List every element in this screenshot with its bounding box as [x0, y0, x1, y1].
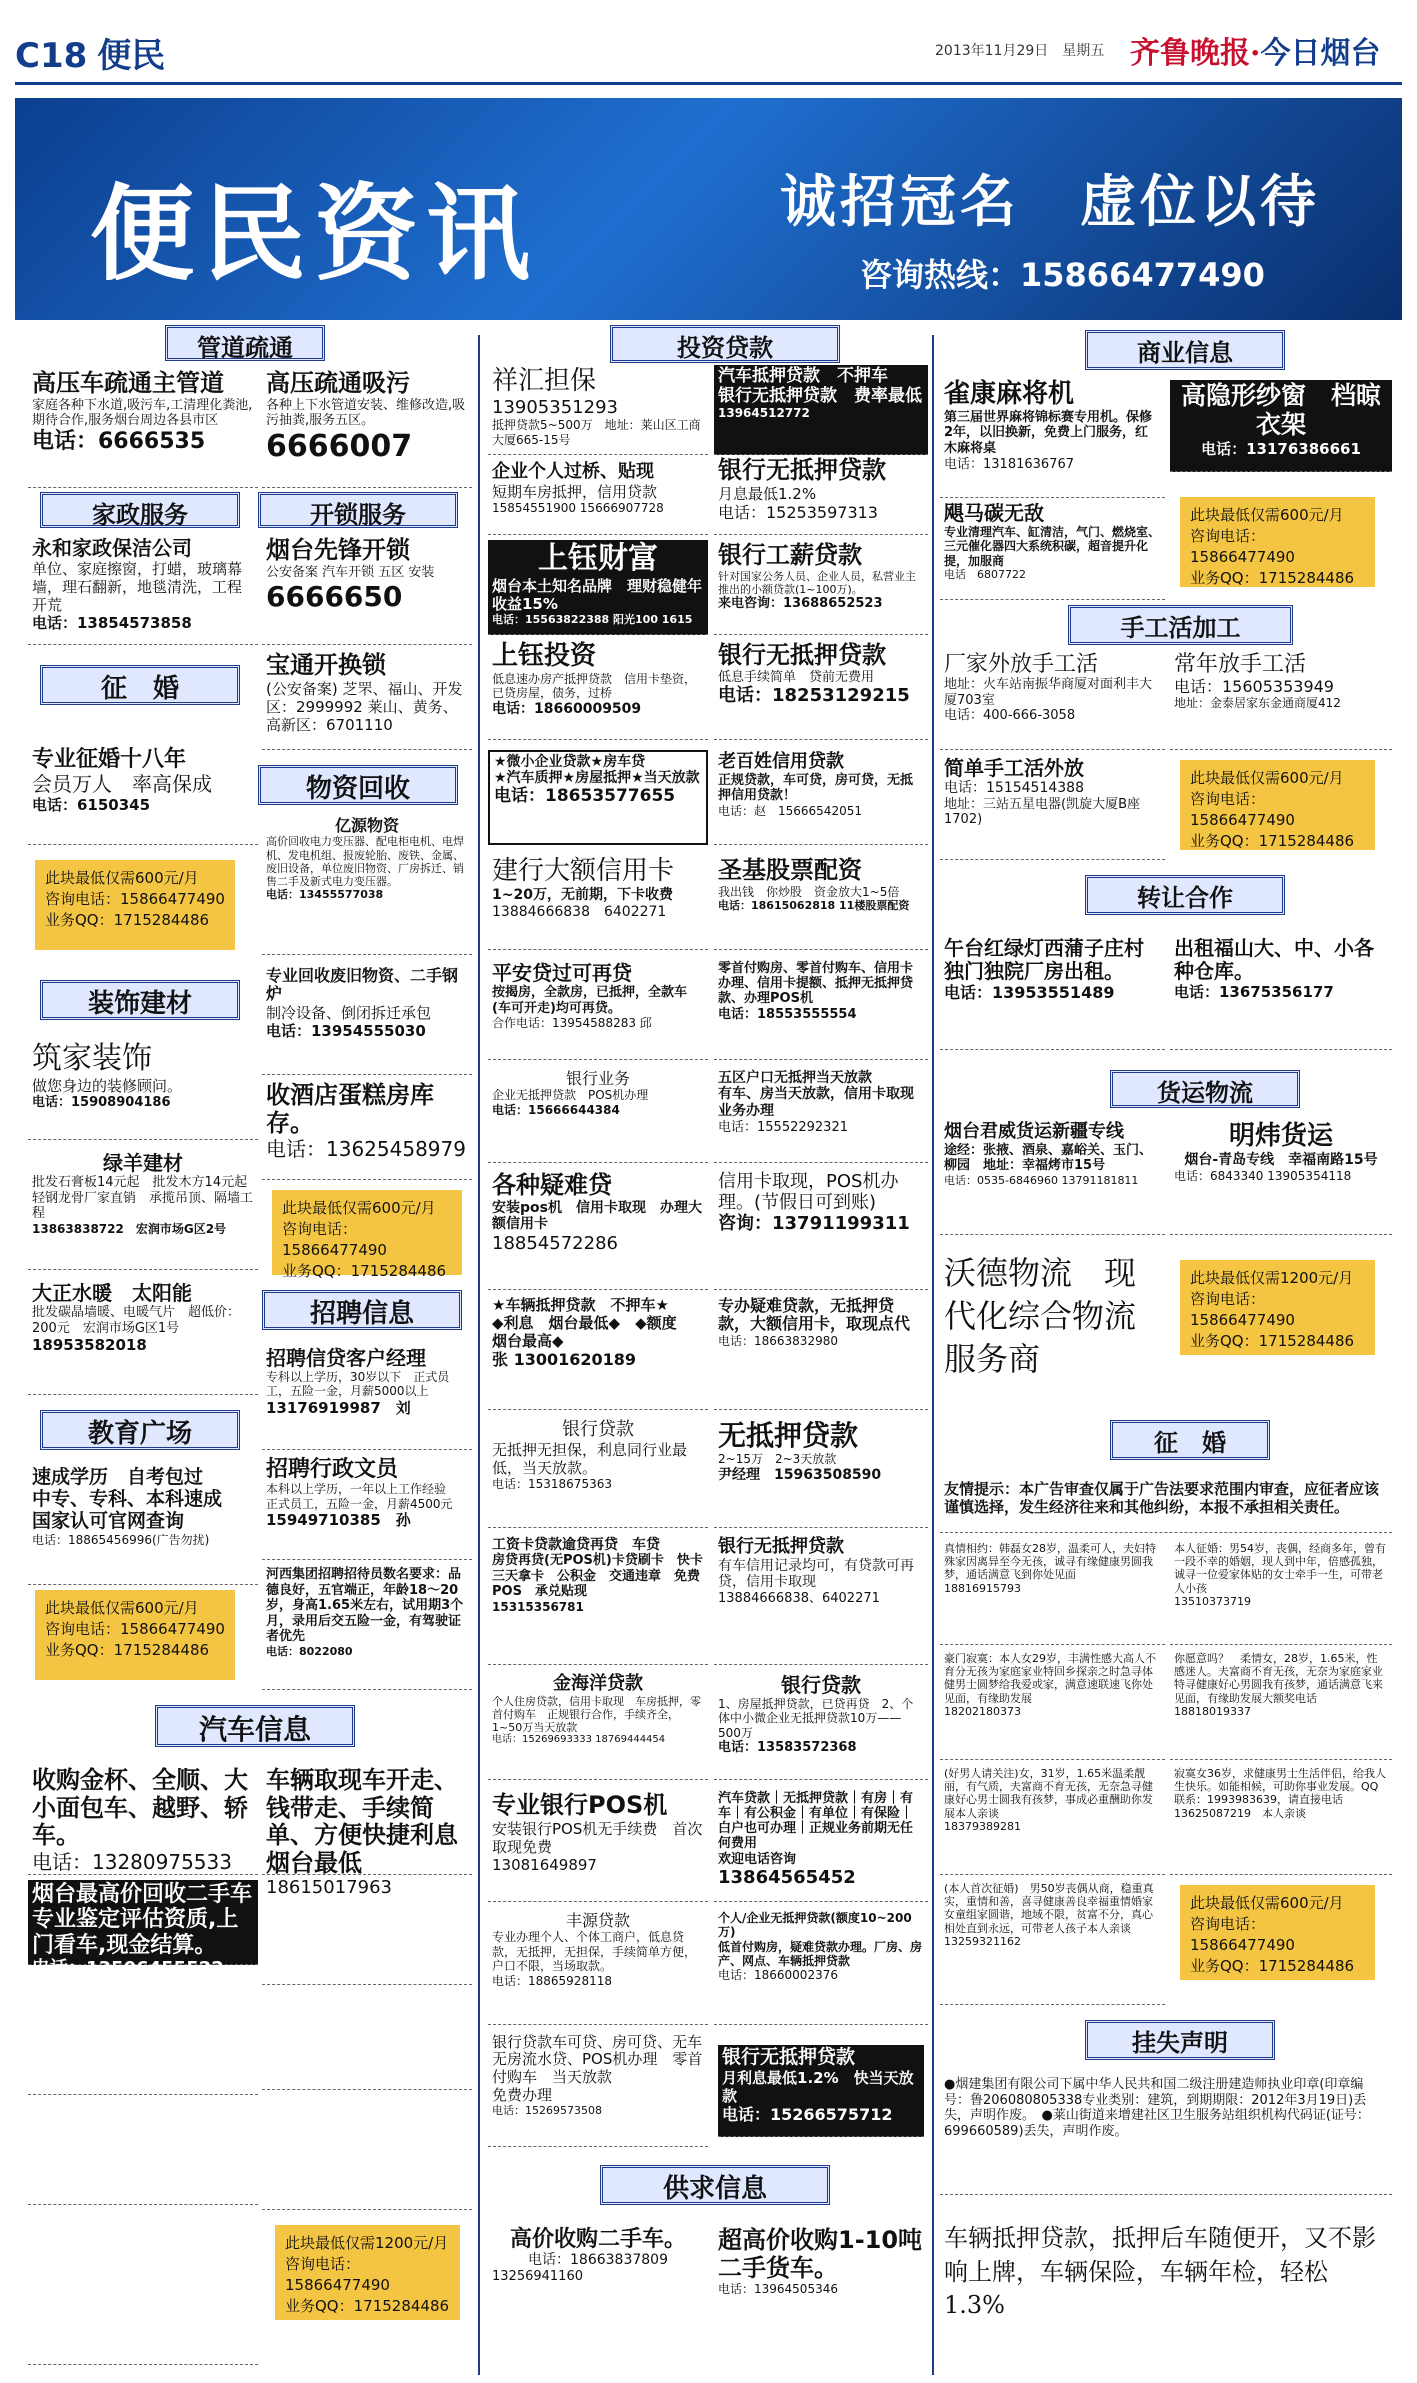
ad-car-9: [28, 2210, 258, 2365]
banner-title: 便民资讯: [90, 172, 539, 295]
ad-invest-3: 企业个人过桥、贴现 短期车房抵押，信用贷款 15854551900 15666907728: [488, 460, 708, 535]
promo-box: 此块最低仅需600元/月 咨询电话：15866477490 业务QQ：1715284486: [272, 1190, 462, 1275]
closing-notice: 车辆抵押贷款，抵押后车随便开，又不影响上牌，车辆保险，车辆年检，轻松1.3%: [944, 2224, 1376, 2320]
ad-invest-14: 零首付购房、零首付购车、信用卡办理、信用卡提额、抵押无抵押贷款、办理POS机 电话：18553555554: [714, 960, 928, 1060]
section-label-hire: 招聘信息: [262, 1290, 462, 1330]
ad-biz-2: 高隐形纱窗 档晾衣架 电话：13176386661: [1170, 380, 1392, 472]
ad-invest-17: 各种疑难贷 安装pos机 信用卡取现 办理大额信用卡 18854572286: [488, 1170, 708, 1290]
ad-car-6: [262, 1990, 472, 2090]
section-label-lock: 开锁服务: [258, 492, 458, 528]
ad-invest-5: 上钰财富 烟台本土知名品牌 理财稳健年收益15% 电话：15563822388 阳光100 1615: [488, 540, 708, 635]
section-label-car: 汽车信息: [155, 1705, 355, 1747]
ad-car-5: [28, 1990, 258, 2095]
ad-recycle-2: 专业回收废旧物资、二手钢炉 制冷设备、倒闭拆迁承包 电话：13954555030: [262, 965, 472, 1075]
ad-invest-25: 金海洋贷款 个人住房贷款，信用卡取现 车房抵押，零首付购车 正规银行合作，手续齐全，1~50万当天放款 电话：15269693333 18769444454: [488, 1672, 708, 1780]
ad-marry-notice: 友情提示：本广告审查仅属于广告法要求范围内审查，应征者应该谨慎选择，发生经济往来和其他纠纷，本报不承担相关责任。: [940, 1478, 1392, 1533]
ad-marry-6: (好男人请关注)女，31岁，1.65米温柔靓丽，有气质，夫富商不育无孩，无奈急寻健康好心男士圆我有孩梦，事成必重酬助你发展本人亲谈 18379389281: [940, 1765, 1165, 1875]
section-label-invest: 投资贷款: [610, 325, 840, 363]
ad-invest-26: 银行贷款 1、房屋抵押贷款，已贷再贷 2、个体中小微企业无抵押贷款10万——500万 电话：13583572368: [714, 1672, 928, 1780]
section-label-deco: 装饰建材: [40, 980, 240, 1020]
section-label-transfer: 转让合作: [1085, 875, 1285, 915]
ad-invest-18: 信用卡取现，POS机办理。(节假日可到账) 咨询：13791199311: [714, 1170, 928, 1290]
ad-craft-1: 厂家外放手工活 地址：火车站南振华商厦对面利丰大厦703室 电话：400-666-3058: [940, 650, 1165, 750]
ad-car-7: [28, 2100, 258, 2205]
ad-biz-1: 雀康麻将机 第三届世界麻将锦标赛专用机。保修2年，以旧换新，免费上门服务，红木麻将桌 电话：13181636767: [940, 378, 1165, 498]
banner-slogan: 诚招冠名 虚位以待: [780, 169, 1320, 235]
ad-recycle-1: 亿源物资 高价回收电力变压器、配电柜电机、电焊机、发电机组、报废轮胎、废铁、金属、废旧设备，单位废旧物资、厂房拆迁、销售二手及新式电力变压器。 电话：13455577038: [262, 815, 472, 955]
section-label-lost: 挂失声明: [1085, 2020, 1275, 2060]
ad-invest-22: 无抵押贷款 2~15万 2~3天放款 尹经理 15963508590: [714, 1418, 928, 1528]
ad-car-2: 车辆取现车开走、钱带走、手续简单、方便快捷利息烟台最低 18615017963: [262, 1765, 472, 1875]
section-label-marry-1: 征 婚: [40, 665, 240, 705]
section-label-cargo: 货运物流: [1110, 1070, 1300, 1108]
ad-invest-23: 工资卡贷款逾贷再贷 车贷 房贷再贷(无POS机)卡贷刷卡 快卡 三天拿卡 公积金 交通违章 免费POS 承兑贴现 15315356781: [488, 1535, 708, 1665]
ad-lock-2: 宝通开换锁 (公安备案) 芝罘、福山、开发区：2999992 莱山、黄务、高新区：6701110: [262, 650, 472, 750]
promo-box: 此块最低仅需600元/月 咨询电话：15866477490 业务QQ：1715284486: [35, 1590, 235, 1680]
ad-lock-1: 烟台先锋开锁 公安备案 汽车开锁 五区 安装 6666650: [262, 535, 472, 645]
ad-invest-30: 个人/企业无抵押贷款(额度10~200万) 低首付购房，疑难贷款办理。厂房、房产、网点、车辆抵押贷款 电话：18660002376: [714, 1910, 928, 2025]
ad-car-1: 收购金杯、全顺、大小面包车、越野、轿车。 电话：13280975533: [28, 1765, 258, 1875]
ad-car-3: 烟台最高价回收二手车专业鉴定评估资质,上门看车,现金结算。 电话：13506455522: [28, 1880, 258, 1965]
ad-invest-2: 汽车抵押贷款 不押车 银行无抵押贷款 费率最低 13964512772: [714, 365, 928, 455]
ad-invest-28: 汽车贷款｜无抵押贷款｜有房｜有车｜有公积金｜有单位｜有保险｜白户也可办理｜正规业务前期无任何费用 欢迎电话咨询 13864565452: [714, 1790, 928, 1902]
ad-deco-3: 大正水暖 太阳能 批发碳晶墙暖、电暖气片 超低价：200元 宏润市场G区1号 18953582018: [28, 1280, 258, 1395]
ad-invest-6: 银行工薪贷款 针对国家公务人员、企业人员，私营业主推出的小额贷款(1~100万)。 来电咨询：13688652523: [714, 540, 928, 635]
ad-invest-19: ★车辆抵押贷款 不押车★ ◆利息 烟台最低◆ ◆额度 烟台最高◆ 张 13001620189: [488, 1295, 708, 1410]
ad-invest-10: 老百姓信用贷款 正规贷款，车可贷，房可贷，无抵押信用贷款！ 电话：赵 15666542051: [714, 750, 928, 845]
ad-cargo-2: 明炜货运 烟台-青岛专线 幸福南路15号 电话：6843340 13905354118: [1170, 1120, 1392, 1235]
ad-invest-21: 银行贷款 无抵押无担保，利息同行业最低，当天放款。 电话：15318675363: [488, 1418, 708, 1528]
ad-pipe-1: 高压车疏通主管道 家庭各种下水道,吸污车,工清理化粪池,期待合作,服务烟台周边各县市区 电话：6666535: [28, 368, 258, 488]
ad-car-4: [262, 1880, 472, 1985]
ad-pipe-2: 高压疏通吸污 各种上下水管道安装、维修改造,吸污抽粪,服务五区。 6666007: [262, 368, 472, 488]
promo-box: 此块最低仅需1200元/月 咨询电话：15866477490 业务QQ：1715284486: [275, 2225, 460, 2320]
ad-invest-16: 五区户口无抵押当天放款 有车、房当天放款，信用卡取现业务办理 电话：15552292321: [714, 1068, 928, 1163]
section-label-edu: 教育广场: [40, 1410, 240, 1450]
ad-recycle-3: 收酒店蛋糕房库存。 电话：13625458979: [262, 1080, 472, 1180]
ad-hire-2: 招聘行政文员 本科以上学历，一年以上工作经验 正式员工，五险一金，月薪4500元 15949710385 孙: [262, 1455, 472, 1560]
ad-lost: ●烟建集团有限公司下属中华人民共和国二级注册建造师执业印章(印章编号：鲁206080805338专业类别：建筑，到期期限：2012年3月19日)丢失，声明作废。 ●莱山街道来增建社区卫生服务站组织机构代码证(证号：699660589)丢失，声明作废。: [940, 2075, 1392, 2195]
ad-marry-4: 豪门寂寞：本人女29岁，丰满性感大高人不育分无孩为家庭家业特回乡探亲之时急寻体健男士圆梦给我爱或家，满意速联速飞你处见面，有缘助发展 18202180373: [940, 1650, 1165, 1760]
ad-invest-24: 银行无抵押贷款 有车信用记录均可，有贷款可再贷，信用卡取现 13884666838、6402271: [714, 1535, 928, 1665]
issue-date: 2013年11月29日 星期五: [935, 43, 1105, 59]
banner-hotline: 咨询热线：15866477490: [860, 256, 1265, 294]
brand-logo: 齐鲁晚报·今日烟台: [1130, 36, 1381, 71]
ad-marry-8: (本人首次征婚) 男50岁丧偶从商，稳重真实，重情和善，喜寻健康善良幸福重情婚家女童组家圆谐，地域不限，贫富不分，真心相处直到永远，可带老人孩子本人亲谈 13259321162: [940, 1880, 1165, 2005]
section-label-biz: 商业信息: [1085, 330, 1285, 370]
ad-invest-29: 丰源贷款 专业办理个人、个体工商户，低息贷款，无抵押，无担保，手续简单方便，户口不限，当场取款。 电话：18865928118: [488, 1910, 708, 2025]
ad-invest-4: 银行无抵押贷款 月息最低1.2% 电话：15253597313: [714, 455, 928, 535]
promo-box: 此块最低仅需600元/月 咨询电话：15866477490 业务QQ：1715284486: [35, 860, 235, 950]
promo-box: 此块最低仅需1200元/月 咨询电话：15866477490 业务QQ：1715284486: [1180, 1260, 1375, 1355]
column-divider: [932, 335, 934, 2375]
ad-house: 永和家政保洁公司 单位、家庭擦窗，打蜡，玻璃幕墙，理石翻新，地毯清洗，工程开荒 电话：13854573858: [28, 535, 258, 645]
ad-invest-13: 平安贷过可再贷 按揭房，全款房，已抵押，全款车(车可开走)均可再贷。 合作电话：13954588283 邱: [488, 960, 708, 1060]
ad-craft-3: 简单手工活外放 电话：15154514388 地址：三站五星电器(凯旋大厦B座1702): [940, 755, 1165, 860]
ad-marry-5: 你愿意吗？ 柔情女，28岁，1.65米，性感迷人。夫富商不育无孩，无奈为家庭家业特寻健康好心男圆我有孩梦，通话满意飞来见面，有缘助发展大额奖电话 18818019337: [1170, 1650, 1392, 1760]
promo-box: 此块最低仅需600元/月 咨询电话：15866477490 业务QQ：1715284486: [1180, 497, 1375, 587]
column-divider: [478, 335, 480, 2375]
ad-invest-7: 上钰投资 低息速办房产抵押贷款 信用卡垫资，已贷房屋，债务，过桥 电话：18660009509: [488, 640, 708, 740]
ad-transfer-1: 午台红绿灯西蒲子庄村独门独院厂房出租。 电话：13953551489: [940, 935, 1165, 1050]
ad-invest-11: 建行大额信用卡 1~20万，无前期，下卡收费 13884666838 6402271: [488, 855, 708, 950]
promo-box: 此块最低仅需600元/月 咨询电话：15866477490 业务QQ：1715284486: [1180, 760, 1375, 850]
section-label-marry-2: 征 婚: [1110, 1420, 1270, 1460]
ad-hire-1: 招聘信贷客户经理 专科以上学历，30岁以下 正式员工，五险一金，月薪5000以上 13176919987 刘: [262, 1345, 472, 1450]
section-name: 便民: [97, 36, 166, 76]
ad-marry-3: 本人征婚：男54岁，丧偶，经商多年，曾有一段不幸的婚姻，现人到中年，倍感孤独，诚寻一位爱家体贴的女士牵手一生，可带老人小孩 13510373719: [1170, 1540, 1392, 1645]
ad-transfer-2: 出租福山大、中、小各种仓库。 电话：13675356177: [1170, 935, 1392, 1050]
ad-supply-1: 高价收购二手车。 电话：18663837809 13256941160: [492, 2227, 686, 2285]
ad-invest-8: 银行无抵押贷款 低息手续简单 贷前无费用 电话：18253129215: [714, 640, 928, 740]
header-divider: [15, 82, 1402, 85]
ad-invest-12: 圣基股票配资 我出钱 你炒股 资金放大1~5倍 电话：18615062818 11楼股票配资: [714, 855, 928, 950]
promo-box: 此块最低仅需600元/月 咨询电话：15866477490 业务QQ：1715284486: [1180, 1885, 1375, 1980]
ad-marry-2: 真情相约：韩磊女28岁，温柔可人，夫妇特殊家因离异至今无孩，诚寻有缘健康男圆我梦，通话满意飞到你处见面 18816915793: [940, 1540, 1165, 1645]
page-number: C18 便民: [15, 36, 166, 76]
ad-supply-2: 超高价收购1-10吨二手货车。 电话：13964505346: [718, 2226, 923, 2297]
section-label-supply: 供求信息: [600, 2165, 830, 2205]
section-label-house: 家政服务: [40, 492, 240, 528]
ad-invest-9: ★微小企业贷款★房车贷 ★汽车质押★房屋抵押★当天放款 电话：18653577655: [488, 750, 708, 845]
ad-invest-15: 银行业务 企业无抵押贷款 POS机办理 电话：15666644384: [488, 1068, 708, 1163]
ad-car-8: [262, 2095, 472, 2210]
ad-deco-2: 绿羊建材 批发石膏板14元起 批发木方14元起 轻钢龙骨厂家直销 承揽吊顶、隔墙工程 13863838722 宏润市场G区2号: [28, 1150, 258, 1270]
ad-edu: 速成学历 自考包过 中专、专科、本科速成 国家认可官网查询 电话：18865456996(广告勿扰): [28, 1465, 258, 1585]
ad-craft-2: 常年放手工活 电话：15605353949 地址：金泰居家东金通商厦412: [1170, 650, 1392, 750]
ad-invest-20: 专办疑难贷款，无抵押贷款，大额信用卡，取现点代 电话：18663832980: [714, 1295, 928, 1410]
section-label-recycle: 物资回收: [258, 765, 458, 805]
ad-deco-1: 筑家装饰 做您身边的装修顾问。 电话：15908904186: [28, 1040, 258, 1140]
ad-cargo-1: 烟台君威货运新疆专线 途经：张掖、酒泉、嘉峪关、玉门、柳园 地址：幸福烤市15号 电话：0535-6846960 13791181811: [940, 1120, 1165, 1235]
ad-invest-1: 祥汇担保 13905351293 抵押贷款5~500万 地址：莱山区工商大厦665-15号: [488, 365, 708, 455]
ad-hire-3: 河西集团招聘招待员数名要求：品德良好，五官端正，年龄18～20岁，身高1.65米左右，试用期3个月，录用后交五险一金，有驾驶证者优先 电话：8022080: [262, 1565, 472, 1690]
ad-invest-27: 专业银行POS机 安装银行POS机无手续费 首次取现免费 13081649897: [488, 1790, 708, 1902]
ad-cargo-3: 沃德物流 现代化综合物流服务商: [944, 1254, 1137, 1379]
ad-invest-31: 银行贷款车可贷、房可贷、无车无房流水贷、POS机办理 零首付购车 当天放款 免费办理 电话：15269573508: [488, 2032, 708, 2147]
ad-biz-3: 飓马碳无敌 专业清理汽车、缸清洁，气门、燃烧室、三元催化器四大系统积碳，超音提升化提，加服商 电话 6807722: [940, 500, 1165, 600]
ad-invest-32: 银行无抵押贷款 月利息最低1.2% 快当天放款 电话：15266575712: [718, 2045, 924, 2137]
section-label-pipe: 管道疏通: [165, 325, 325, 361]
ad-marry-1: 专业征婚十八年 会员万人 率高保成 电话：6150345: [28, 745, 258, 845]
section-label-craft: 手工活加工: [1068, 605, 1293, 645]
ad-marry-7: 寂寞女36岁，求健康男士生活伴侣，给我人生快乐。如能相候，可助你事业发展。QQ联系：1993983639，请直接电话13625087219 本人亲谈: [1170, 1765, 1392, 1875]
